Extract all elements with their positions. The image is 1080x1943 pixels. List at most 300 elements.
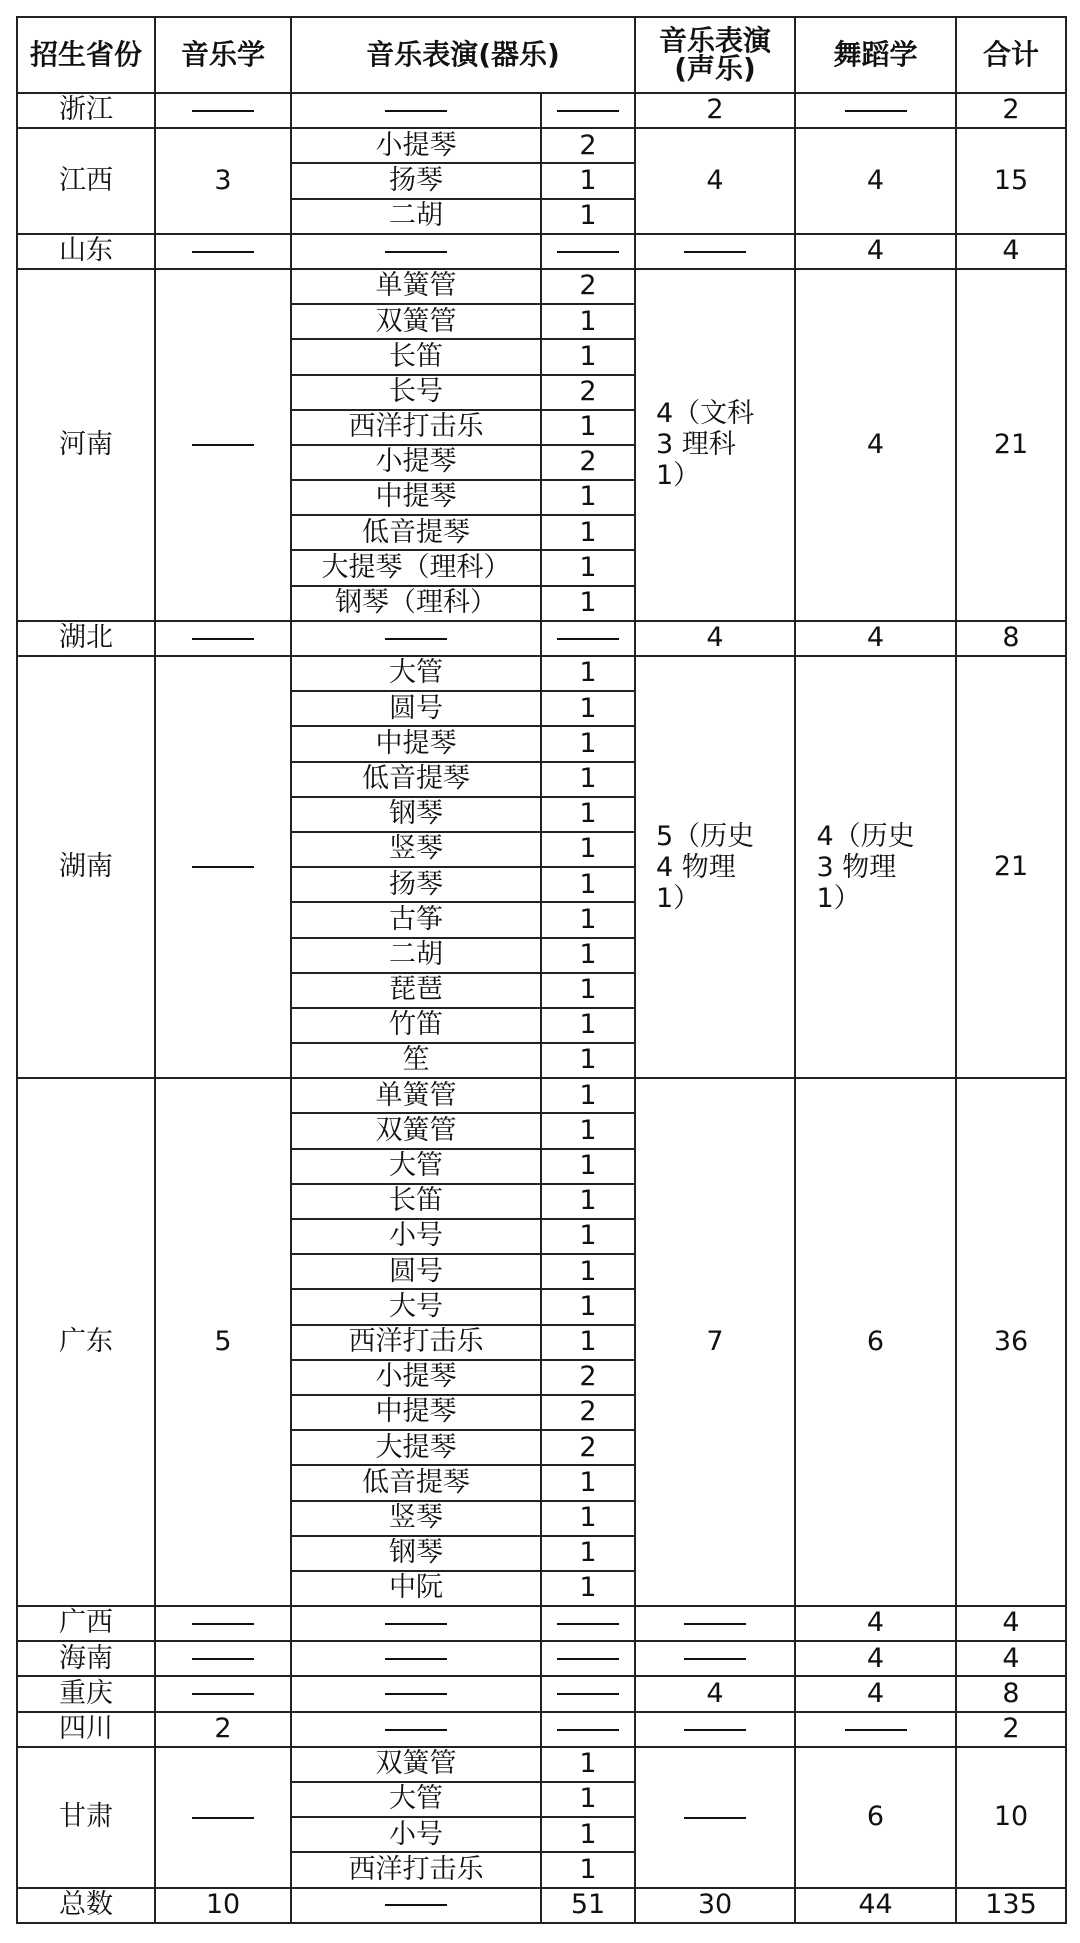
dash-mark <box>557 638 619 640</box>
dash-mark <box>684 1817 746 1819</box>
instrument-name-cell-text: 小提琴 <box>375 446 457 478</box>
instrument-count-cell <box>541 762 635 797</box>
table-row <box>17 656 1066 691</box>
instrument-name-cell-text: 长笛 <box>389 340 443 372</box>
instrument-name-cell-text: 小号 <box>389 1220 443 1252</box>
instrument-count-cell-text: 2 <box>579 1431 597 1463</box>
instrument-name-cell-text: 小提琴 <box>375 129 457 161</box>
instrument-name-cell-text: 长号 <box>389 375 443 407</box>
instrument-count-cell <box>541 621 635 656</box>
dance-cell-text: 4 <box>866 1677 885 1709</box>
dash-mark <box>192 110 254 112</box>
totals-dance-cell <box>795 1888 956 1923</box>
instrument-count-cell-text: 1 <box>579 1150 597 1182</box>
province-cell-text: 重庆 <box>59 1677 113 1709</box>
instrument-name-cell <box>291 1289 541 1324</box>
instrument-count-cell <box>541 1325 635 1360</box>
instrument-count-cell-text: 2 <box>579 270 597 302</box>
musicology-cell <box>155 1078 291 1606</box>
instrument-name-cell <box>291 726 541 761</box>
admission-plan-table <box>16 16 1067 1924</box>
dash-mark <box>845 1729 907 1731</box>
admission-plan-table-container <box>16 16 1067 1924</box>
instrument-name-cell <box>291 1747 541 1782</box>
instrument-count-cell <box>541 199 635 234</box>
instrument-name-cell <box>291 1641 541 1676</box>
province-cell <box>17 621 155 656</box>
instrument-name-cell <box>291 1536 541 1571</box>
dance-cell-text: 4 <box>866 1607 885 1639</box>
dance-cell <box>795 1747 956 1888</box>
dance-cell-text: 4 <box>866 164 885 196</box>
dance-cell <box>795 1641 956 1676</box>
table-row <box>17 1676 1066 1711</box>
instrument-name-cell-text: 大管 <box>389 1783 443 1815</box>
vocal-cell <box>635 1606 795 1641</box>
instrument-name-cell-text: 古筝 <box>389 903 443 935</box>
instrument-name-cell <box>291 550 541 585</box>
totals-label-cell <box>17 1888 155 1923</box>
province-cell <box>17 1712 155 1747</box>
totals-vocal-cell <box>635 1888 795 1923</box>
province-cell-text: 广西 <box>59 1607 113 1639</box>
instrument-count-cell-text: 1 <box>579 1220 597 1252</box>
instrument-count-cell <box>541 1360 635 1395</box>
dance-cell-text: 6 <box>866 1801 885 1833</box>
dash-mark <box>385 1623 447 1625</box>
instrument-name-cell-text: 大提琴 <box>375 1431 457 1463</box>
instrument-count-cell-text: 1 <box>579 1783 597 1815</box>
total-cell <box>956 1747 1066 1888</box>
total-cell <box>956 234 1066 269</box>
dash-mark <box>192 251 254 253</box>
vocal-cell <box>635 1641 795 1676</box>
vocal-cell-text: 4 <box>706 1677 724 1709</box>
dash-mark <box>385 1693 447 1695</box>
header-row <box>17 17 1066 93</box>
instrument-count-cell <box>541 656 635 691</box>
instrument-count-cell-text: 1 <box>579 1114 597 1146</box>
total-cell <box>956 93 1066 128</box>
instrument-count-cell <box>541 410 635 445</box>
instrument-count-cell <box>541 1113 635 1148</box>
instrument-name-cell <box>291 1043 541 1078</box>
instrument-name-cell <box>291 480 541 515</box>
province-cell-text: 广东 <box>59 1325 113 1357</box>
instrument-name-cell <box>291 1184 541 1219</box>
province-cell-text: 湖北 <box>59 622 113 654</box>
instrument-count-cell <box>541 1043 635 1078</box>
dance-cell <box>795 93 956 128</box>
instrument-count-cell-text: 1 <box>579 1537 597 1569</box>
total-cell <box>956 1641 1066 1676</box>
dance-cell-text: 4（历史 3 物理 1） <box>816 820 915 914</box>
instrument-name-cell-text: 西洋打击乐 <box>348 1853 484 1885</box>
musicology-cell <box>155 128 291 234</box>
total-cell-text: 8 <box>1002 622 1020 654</box>
instrument-name-cell-text: 西洋打击乐 <box>348 1325 484 1357</box>
instrument-name-cell-text: 中提琴 <box>375 481 457 513</box>
total-cell-text: 21 <box>993 850 1029 882</box>
instrument-name-cell <box>291 1008 541 1043</box>
dash-mark <box>557 110 619 112</box>
vocal-cell <box>635 1676 795 1711</box>
instrument-name-cell-text: 大号 <box>389 1290 443 1322</box>
instrument-count-cell-text: 1 <box>579 1009 597 1041</box>
instrument-name-cell <box>291 93 541 128</box>
dash-mark <box>192 1693 254 1695</box>
instrument-name-cell-text: 西洋打击乐 <box>348 411 484 443</box>
table-row <box>17 1078 1066 1113</box>
dash-mark <box>192 1623 254 1625</box>
musicology-cell <box>155 1606 291 1641</box>
instrument-count-cell <box>541 1465 635 1500</box>
instrument-count-cell-text: 1 <box>579 657 597 689</box>
dash-mark <box>385 638 447 640</box>
instrument-name-cell-text: 钢琴 <box>389 798 443 830</box>
instrument-name-cell-text: 低音提琴 <box>362 516 470 548</box>
instrument-count-cell-text: 2 <box>579 129 597 161</box>
province-cell <box>17 1606 155 1641</box>
instrument-count-cell-text: 1 <box>579 1185 597 1217</box>
dash-mark <box>684 1623 746 1625</box>
instrument-count-cell-text: 1 <box>579 516 597 548</box>
instrument-name-cell-text: 大管 <box>389 1150 443 1182</box>
instrument-count-cell <box>541 550 635 585</box>
instrument-count-cell-text: 2 <box>579 1396 597 1428</box>
dash-mark <box>385 1729 447 1731</box>
total-cell-text: 2 <box>1002 94 1020 126</box>
musicology-cell <box>155 656 291 1078</box>
instrument-count-cell <box>541 1676 635 1711</box>
vocal-cell-text: 2 <box>706 94 724 126</box>
instrument-count-cell-text: 1 <box>579 974 597 1006</box>
instrument-count-cell-text: 2 <box>579 375 597 407</box>
instrument-name-cell <box>291 938 541 973</box>
totals-musicology-cell <box>155 1888 291 1923</box>
instrument-name-cell <box>291 1395 541 1430</box>
instrument-name-cell-text: 中提琴 <box>375 727 457 759</box>
table-row <box>17 1712 1066 1747</box>
instrument-count-cell-text: 1 <box>579 1818 597 1850</box>
instrument-name-cell-text: 钢琴（理科） <box>335 587 497 619</box>
instrument-name-cell <box>291 339 541 374</box>
instrument-count-cell-text: 1 <box>579 903 597 935</box>
total-cell-text: 21 <box>993 428 1029 460</box>
musicology-cell <box>155 621 291 656</box>
instrument-name-cell <box>291 410 541 445</box>
instrument-count-cell <box>541 938 635 973</box>
instrument-name-cell <box>291 1571 541 1606</box>
total-cell-text: 4 <box>1002 1642 1020 1674</box>
dance-cell-text: 4 <box>866 1642 885 1674</box>
table-row <box>17 128 1066 163</box>
instrument-count-cell <box>541 867 635 902</box>
total-cell-text: 4 <box>1002 1607 1020 1639</box>
table-row <box>17 93 1066 128</box>
instrument-count-cell <box>541 445 635 480</box>
province-cell <box>17 1078 155 1606</box>
instrument-count-cell-text: 1 <box>579 340 597 372</box>
dance-cell <box>795 128 956 234</box>
instrument-name-cell <box>291 128 541 163</box>
instrument-name-cell-text: 竖琴 <box>389 833 443 865</box>
instrument-count-cell <box>541 726 635 761</box>
instrument-count-cell <box>541 1184 635 1219</box>
instrument-name-cell-text: 双簧管 <box>375 305 457 337</box>
instrument-count-cell <box>541 1571 635 1606</box>
instrument-name-cell <box>291 1078 541 1113</box>
instrument-count-cell <box>541 691 635 726</box>
instrument-count-cell <box>541 515 635 550</box>
dash-mark <box>192 866 254 868</box>
instrument-name-cell <box>291 515 541 550</box>
dash-mark <box>192 444 254 446</box>
instrument-count-cell-text: 1 <box>579 762 597 794</box>
vocal-cell <box>635 1078 795 1606</box>
province-cell <box>17 1676 155 1711</box>
instrument-count-cell <box>541 1782 635 1817</box>
total-cell-text: 15 <box>993 164 1029 196</box>
instrument-count-cell <box>541 304 635 339</box>
province-cell <box>17 1747 155 1888</box>
instrument-count-cell-text: 1 <box>579 833 597 865</box>
instrument-count-cell <box>541 973 635 1008</box>
instrument-count-cell-text: 1 <box>579 692 597 724</box>
instrument-count-cell-text: 1 <box>579 551 597 583</box>
dash-mark <box>684 1729 746 1731</box>
province-cell-text: 四川 <box>59 1713 113 1745</box>
instrument-name-cell <box>291 1360 541 1395</box>
instrument-name-cell-text: 低音提琴 <box>362 762 470 794</box>
dance-cell <box>795 1606 956 1641</box>
vocal-cell-text: 4 <box>706 164 724 196</box>
dash-mark <box>684 251 746 253</box>
dance-cell <box>795 234 956 269</box>
instrument-count-cell-text: 1 <box>579 1748 597 1780</box>
total-cell <box>956 656 1066 1078</box>
instrument-count-cell-text: 1 <box>579 1853 597 1885</box>
vocal-cell <box>635 656 795 1078</box>
total-cell <box>956 128 1066 234</box>
instrument-name-cell <box>291 1325 541 1360</box>
dance-cell-text: 4 <box>866 428 885 460</box>
instrument-count-cell <box>541 128 635 163</box>
instrument-name-cell <box>291 1852 541 1887</box>
instrument-count-cell <box>541 1606 635 1641</box>
province-cell-text: 湖南 <box>59 850 113 882</box>
instrument-name-cell <box>291 1465 541 1500</box>
instrument-name-cell-text: 二胡 <box>389 199 443 231</box>
musicology-cell <box>155 1712 291 1747</box>
instrument-name-cell-text: 小号 <box>389 1818 443 1850</box>
instrument-name-cell-text: 单簧管 <box>375 1079 457 1111</box>
dance-cell <box>795 621 956 656</box>
musicology-cell <box>155 93 291 128</box>
vocal-cell-text: 5（历史 4 物理 1） <box>656 820 755 914</box>
table-row <box>17 234 1066 269</box>
instrument-name-cell <box>291 973 541 1008</box>
instrument-name-cell-text: 中提琴 <box>375 1396 457 1428</box>
instrument-name-cell <box>291 269 541 304</box>
table-body <box>17 93 1066 1923</box>
total-cell <box>956 1606 1066 1641</box>
instrument-name-cell <box>291 304 541 339</box>
instrument-count-cell-text: 1 <box>579 1325 597 1357</box>
instrument-name-cell <box>291 375 541 410</box>
province-cell-text: 江西 <box>59 164 113 196</box>
instrument-count-cell <box>541 163 635 198</box>
instrument-name-cell-text: 笙 <box>402 1044 430 1076</box>
instrument-count-cell <box>541 1852 635 1887</box>
instrument-count-cell-text: 1 <box>579 1255 597 1287</box>
province-cell-text: 海南 <box>59 1642 113 1674</box>
header-dance: 舞蹈学 <box>795 17 956 93</box>
instrument-name-cell <box>291 1712 541 1747</box>
province-cell-text: 山东 <box>59 235 113 267</box>
instrument-count-cell <box>541 1501 635 1536</box>
instrument-name-cell-text: 琵琶 <box>389 974 443 1006</box>
instrument-name-cell <box>291 621 541 656</box>
province-cell <box>17 1641 155 1676</box>
header-instrumental: 音乐表演(器乐) <box>291 17 635 93</box>
province-cell <box>17 128 155 234</box>
instrument-name-cell-text: 扬琴 <box>389 868 443 900</box>
totals-dance-cell-text: 44 <box>858 1888 893 1920</box>
instrument-name-cell <box>291 445 541 480</box>
instrument-count-cell <box>541 339 635 374</box>
instrument-count-cell <box>541 1078 635 1113</box>
vocal-cell <box>635 1747 795 1888</box>
instrument-name-cell-text: 扬琴 <box>389 164 443 196</box>
instrument-name-cell <box>291 691 541 726</box>
vocal-cell <box>635 1712 795 1747</box>
instrument-count-cell <box>541 902 635 937</box>
instrument-name-cell-text: 圆号 <box>389 1255 443 1287</box>
musicology-cell <box>155 1676 291 1711</box>
instrument-name-cell-text: 大管 <box>389 657 443 689</box>
instrument-count-cell-text: 1 <box>579 411 597 443</box>
dash-mark <box>385 110 447 112</box>
table-row <box>17 1641 1066 1676</box>
musicology-cell-text: 2 <box>214 1713 232 1745</box>
instrument-count-cell-text: 1 <box>579 1290 597 1322</box>
header-vocal <box>635 17 795 93</box>
dash-mark <box>557 1658 619 1660</box>
vocal-cell <box>635 128 795 234</box>
totals-total-cell <box>956 1888 1066 1923</box>
musicology-cell <box>155 1747 291 1888</box>
province-cell <box>17 656 155 1078</box>
total-cell <box>956 1676 1066 1711</box>
instrument-count-cell <box>541 480 635 515</box>
table-row <box>17 1747 1066 1782</box>
instrument-name-cell-text: 钢琴 <box>389 1537 443 1569</box>
instrument-name-cell <box>291 762 541 797</box>
instrument-count-cell-text: 1 <box>579 868 597 900</box>
instrument-count-cell-text: 1 <box>579 1572 597 1604</box>
instrument-name-cell <box>291 586 541 621</box>
totals-total-cell-text: 135 <box>985 1888 1037 1920</box>
dance-cell-text: 6 <box>866 1325 885 1357</box>
province-cell <box>17 269 155 621</box>
instrument-count-cell-text: 2 <box>579 446 597 478</box>
instrument-name-cell-text: 竹笛 <box>389 1009 443 1041</box>
instrument-count-cell <box>541 1149 635 1184</box>
instrument-count-cell-text: 1 <box>579 199 597 231</box>
total-cell-text: 8 <box>1002 1677 1020 1709</box>
dash-mark <box>192 1817 254 1819</box>
dance-cell-text: 4 <box>866 622 885 654</box>
instrument-count-cell <box>541 1747 635 1782</box>
vocal-cell <box>635 269 795 621</box>
header-province: 招生省份 <box>17 17 155 93</box>
dash-mark <box>557 1729 619 1731</box>
instrument-name-cell-text: 圆号 <box>389 692 443 724</box>
instrument-count-cell <box>541 1289 635 1324</box>
instrument-count-cell-text: 1 <box>579 164 597 196</box>
instrument-name-cell <box>291 902 541 937</box>
header-total: 合计 <box>956 17 1066 93</box>
instrument-name-cell-text: 中阮 <box>389 1572 443 1604</box>
instrument-count-cell <box>541 93 635 128</box>
table-row <box>17 621 1066 656</box>
instrument-name-cell-text: 竖琴 <box>389 1501 443 1533</box>
dance-cell <box>795 269 956 621</box>
instrument-name-cell <box>291 199 541 234</box>
dance-cell <box>795 1676 956 1711</box>
table-row <box>17 269 1066 304</box>
province-cell <box>17 93 155 128</box>
musicology-cell-text: 3 <box>214 164 232 196</box>
instrument-count-cell <box>541 586 635 621</box>
instrument-name-cell <box>291 832 541 867</box>
total-cell-text: 10 <box>993 1801 1029 1833</box>
total-cell <box>956 621 1066 656</box>
instrument-name-cell <box>291 1430 541 1465</box>
total-cell-text: 4 <box>1002 235 1020 267</box>
instrument-count-cell <box>541 1395 635 1430</box>
instrument-name-cell <box>291 1113 541 1148</box>
total-cell-text: 36 <box>993 1325 1029 1357</box>
totals-vocal-cell-text: 30 <box>697 1888 733 1920</box>
instrument-name-cell <box>291 867 541 902</box>
instrument-count-cell <box>541 1254 635 1289</box>
dash-mark <box>192 638 254 640</box>
instrument-count-cell-text: 1 <box>579 587 597 619</box>
dash-mark <box>192 1658 254 1660</box>
instrument-count-cell-text: 1 <box>579 481 597 513</box>
instrument-name-cell-text: 二胡 <box>389 938 443 970</box>
dash-mark <box>557 1693 619 1695</box>
province-cell-text: 浙江 <box>59 94 113 126</box>
dash-mark <box>557 1623 619 1625</box>
instrument-count-cell-text: 1 <box>579 1501 597 1533</box>
instrument-count-cell <box>541 797 635 832</box>
instrument-name-cell <box>291 1817 541 1852</box>
instrument-name-cell-text: 双簧管 <box>375 1748 457 1780</box>
instrument-count-cell-text: 1 <box>579 1044 597 1076</box>
instrument-name-cell <box>291 1676 541 1711</box>
dash-mark <box>557 251 619 253</box>
instrument-count-cell <box>541 1817 635 1852</box>
vocal-cell <box>635 93 795 128</box>
instrument-count-cell <box>541 269 635 304</box>
instrument-name-cell <box>291 1606 541 1641</box>
dash-mark <box>385 1904 447 1906</box>
total-cell-text: 2 <box>1002 1713 1020 1745</box>
instrument-name-cell-text: 低音提琴 <box>362 1466 470 1498</box>
